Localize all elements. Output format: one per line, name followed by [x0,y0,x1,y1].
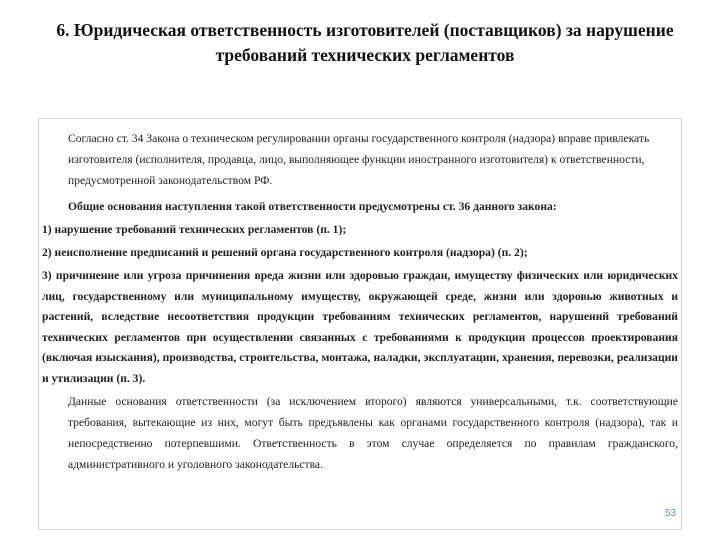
grounds-heading: Общие основания наступления такой ответственности предусмотрены ст. 36 данного закона: [68,200,557,213]
list-item-3: 3) причинение или угроза причинения вреда жизни или здоровью граждан, имуществу физических или юридических лиц, государственному или муниципальному имуществу, окружающей среде, жизни или здоровью животных и растений, вследствие несоответствия продукции требованиям технических регламентов, нарушений требований технических регламентов при осуществлении связанных с требованиями к продукции процессов проектирования (включая изыскания), производства, строительства, монтажа, наладки, эксплуатации, хранения, перевозки, реализации и утилизации (п. 3). [42,269,678,385]
intro-paragraph: Согласно ст. 34 Закона о техническом регулировании органы государственного контроля (надзора) вправе привлекать изготовителя (исполнителя, продавца, лицо, выполняющее функции иностранного изготовителя) к ответственности, предусмотренной законодательством РФ. [68,132,650,187]
closing-paragraph: Данные основания ответственности (за исключением второго) являются универсальными, т.к. соответствующие требования, вытекающие из них, могут быть предъявлены как органами государственного контроля (надзора), так и непосредственно потерпевшими. Ответственность в этом случае определяется по правилам гражданского, административного и уголовного законодательства. [68,395,678,471]
slide-title: 6. Юридическая ответственность изготовителей (поставщиков) за нарушение требований технических регламентов [56,20,674,65]
list-item-1: 1) нарушение требований технических регламентов (п. 1); [42,223,347,236]
list-item-2: 2) неисполнение предписаний и решений органа государственного контроля (надзора) (п. 2); [42,246,528,259]
page-number: 53 [664,508,676,519]
